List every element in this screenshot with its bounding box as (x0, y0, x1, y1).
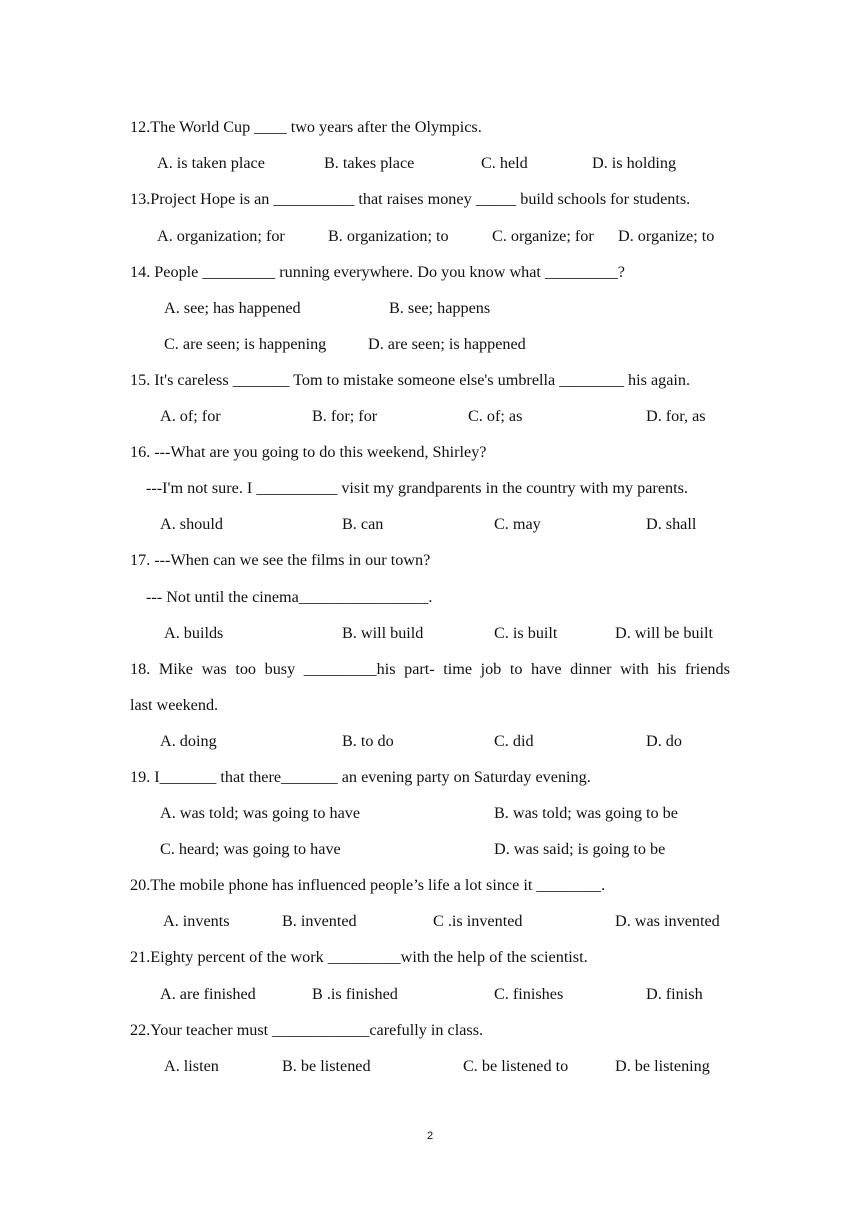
question-21-option-c: C. finishes (494, 985, 564, 1003)
question-14-option-c: C. are seen; is happening (164, 335, 327, 353)
question-18-option-c: C. did (494, 732, 534, 750)
question-19-stem: 19. I_______ that there_______ an evening party on Saturday evening. (130, 768, 591, 786)
stem-word: part- (404, 660, 435, 678)
question-19-option-d: D. was said; is going to be (494, 840, 666, 858)
question-21-option-a: A. are finished (160, 985, 256, 1003)
question-20-stem: 20.The mobile phone has influenced people’s life a lot since it ________. (130, 876, 606, 894)
question-15-option-c: C. of; as (468, 407, 523, 425)
stem-word: _________his (303, 660, 396, 678)
question-22-option-a: A. listen (164, 1057, 219, 1075)
question-17-stem: 17. ---When can we see the films in our town? (130, 551, 431, 569)
stem-word: was (201, 660, 227, 678)
stem-word: Mike (158, 660, 193, 678)
question-15-option-d: D. for, as (646, 407, 706, 425)
question-18-option-a: A. doing (160, 732, 217, 750)
question-15-option-a: A. of; for (160, 407, 221, 425)
question-12-option-b: B. takes place (324, 154, 415, 172)
question-16-option-d: D. shall (646, 515, 697, 533)
question-12-option-d: D. is holding (592, 154, 677, 172)
question-16-dialogue: ---I'm not sure. I __________ visit my grandparents in the country with my parents. (146, 479, 688, 497)
stem-word: to (509, 660, 523, 678)
question-19-option-a: A. was told; was going to have (160, 804, 361, 822)
question-18-stem-continued: last weekend. (130, 696, 219, 714)
question-17-dialogue: --- Not until the cinema________________. (146, 588, 433, 606)
stem-word: time (443, 660, 473, 678)
question-18-stem (130, 659, 730, 679)
stem-word: 18. (130, 660, 151, 678)
question-19-option-b: B. was told; was going to be (494, 804, 678, 822)
question-14-stem: 14. People _________ running everywhere. Do you know what _________? (130, 263, 625, 281)
stem-word: too (235, 660, 257, 678)
question-22-option-c: C. be listened to (463, 1057, 569, 1075)
question-13-stem: 13.Project Hope is an __________ that raises money _____ build schools for students. (130, 190, 691, 208)
question-18-option-b: B. to do (342, 732, 394, 750)
question-21-stem: 21.Eighty percent of the work _________with the help of the scientist. (130, 948, 588, 966)
question-20-option-b: B. invented (282, 912, 357, 930)
stem-word: his (657, 660, 677, 678)
stem-word: dinner (570, 660, 612, 678)
question-14-option-b: B. see; happens (389, 299, 491, 317)
question-19-option-c: C. heard; was going to have (160, 840, 341, 858)
question-16-option-a: A. should (160, 515, 223, 533)
question-21-option-b: B .is finished (312, 985, 398, 1003)
question-14-option-a: A. see; has happened (164, 299, 301, 317)
question-12-option-c: C. held (481, 154, 528, 172)
question-13-option-a: A. organization; for (157, 227, 285, 245)
question-20-option-c: C .is invented (433, 912, 523, 930)
page-number: 2 (426, 1130, 434, 1142)
question-12-stem: 12.The World Cup ____ two years after the Olympics. (130, 118, 482, 136)
question-18-option-d: D. do (646, 732, 682, 750)
question-22-option-d: D. be listening (615, 1057, 710, 1075)
question-17-option-c: C. is built (494, 624, 558, 642)
stem-word: have (531, 660, 562, 678)
question-12-option-a: A. is taken place (157, 154, 265, 172)
question-22-stem: 22.Your teacher must ____________carefully in class. (130, 1021, 484, 1039)
question-13-option-d: D. organize; to (618, 227, 715, 245)
question-16-option-b: B. can (342, 515, 384, 533)
stem-word: friends (684, 660, 730, 678)
question-17-option-a: A. builds (164, 624, 224, 642)
stem-word: job (480, 660, 502, 678)
question-20-option-a: A. invents (163, 912, 230, 930)
question-14-option-d: D. are seen; is happened (368, 335, 526, 353)
stem-word: with (620, 660, 649, 678)
question-22-option-b: B. be listened (282, 1057, 371, 1075)
question-20-option-d: D. was invented (615, 912, 720, 930)
question-17-option-d: D. will be built (615, 624, 714, 642)
question-16-stem: 16. ---What are you going to do this weekend, Shirley? (130, 443, 487, 461)
stem-word: busy (264, 660, 296, 678)
question-13-option-c: C. organize; for (492, 227, 594, 245)
question-15-stem: 15. It's careless _______ Tom to mistake someone else's umbrella ________ his again. (130, 371, 691, 389)
question-16-option-c: C. may (494, 515, 541, 533)
question-15-option-b: B. for; for (312, 407, 378, 425)
question-13-option-b: B. organization; to (328, 227, 449, 245)
question-17-option-b: B. will build (342, 624, 424, 642)
question-21-option-d: D. finish (646, 985, 703, 1003)
